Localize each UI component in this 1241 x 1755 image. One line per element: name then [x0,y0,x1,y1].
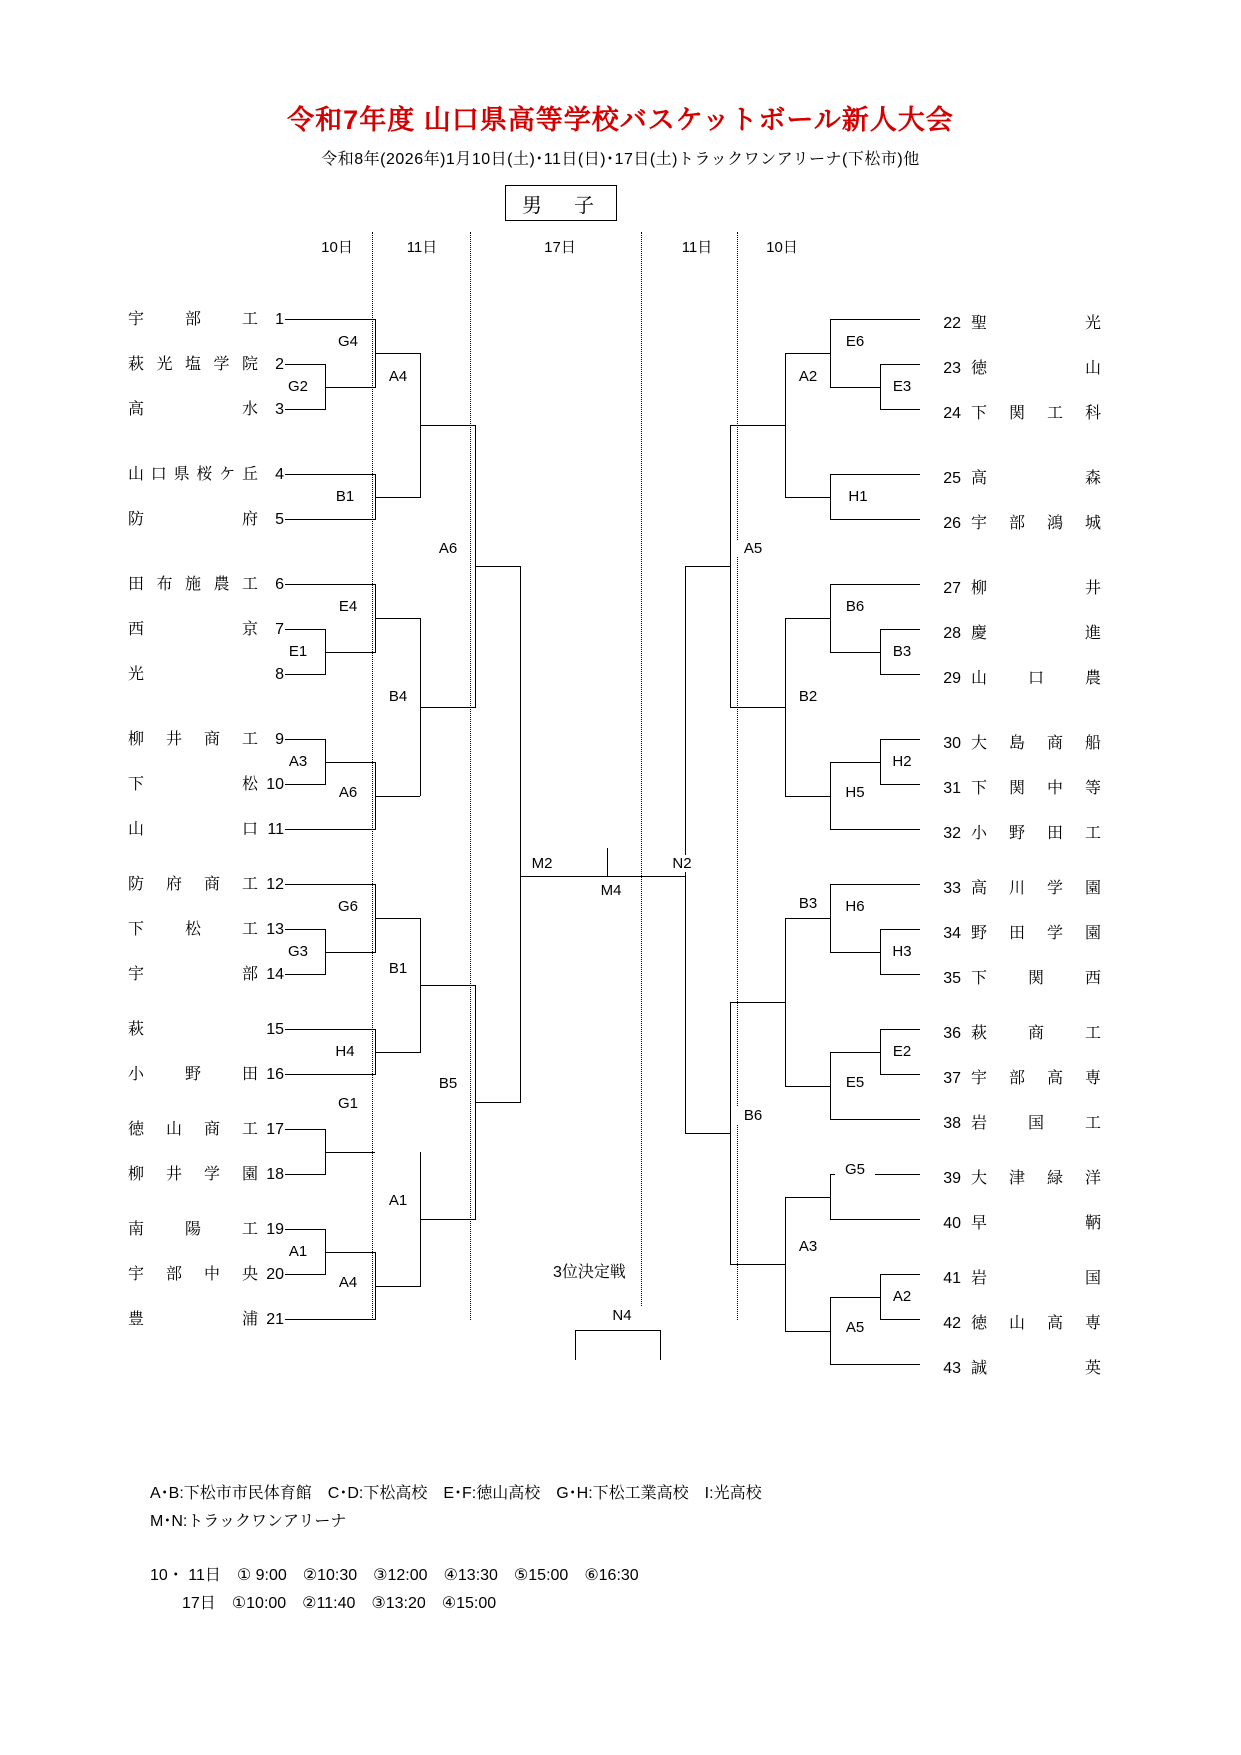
match-code: A3 [788,1238,828,1255]
bracket-line [880,929,881,975]
bracket-line [325,952,375,953]
match-code: A4 [328,1274,368,1291]
bracket-line [880,364,920,365]
bracket-line [285,1074,375,1075]
bracket-line [785,1197,830,1198]
match-code: B6 [835,598,875,615]
bracket-line [325,652,375,653]
list-item: 42 徳山高専 [943,1315,1101,1332]
list-item: 山口 11 [128,821,284,838]
match-code: H5 [835,784,875,801]
bracket-line [830,1297,831,1365]
bracket-line [830,884,920,885]
bracket-line [785,918,786,1086]
bracket-line [285,409,325,410]
bracket-line [575,1330,660,1331]
bracket-line [830,762,880,763]
list-item: 32 小野田工 [943,825,1101,842]
match-code: G5 [835,1161,875,1178]
bracket-line [285,1129,325,1130]
bracket-line [880,1029,920,1030]
list-item: 宇部中央 20 [128,1266,284,1283]
bracket-line [785,353,830,354]
list-item: 39 大津緑洋 [943,1170,1101,1187]
list-item: 25 高森 [943,470,1101,487]
bracket-line [285,319,375,320]
match-code: E3 [882,378,922,395]
match-code: E2 [882,1043,922,1060]
list-item: 小野田 16 [128,1066,284,1083]
bracket-line [830,1174,831,1220]
match-code: A6 [328,784,368,801]
list-item: 萩 15 [128,1021,284,1038]
bracket-line [785,918,830,919]
bracket-line [375,618,420,619]
list-item: 田布施農工 6 [128,576,284,593]
bracket-line [880,1274,920,1275]
list-item: 43 誠英 [943,1360,1101,1377]
list-item: 下松 10 [128,776,284,793]
bracket-line [685,566,730,567]
bracket-line [375,1286,420,1287]
list-item: 西京 7 [128,621,284,638]
bracket-line [785,497,830,498]
bracket-line [420,707,475,708]
bracket-line [785,1086,830,1087]
bracket-line [730,1002,731,1265]
bracket-line [785,618,830,619]
bracket-line [830,1052,880,1053]
list-item: 28 慶進 [943,625,1101,642]
bracket-line [830,762,831,830]
list-item: 宇部 14 [128,966,284,983]
list-item: 41 岩国 [943,1270,1101,1287]
bracket-line [785,353,786,498]
match-code: H1 [838,488,878,505]
bracket-line [785,1197,786,1332]
divider-right-2 [641,232,642,1320]
list-item: 徳山商工 17 [128,1121,284,1138]
bracket-line [325,762,375,763]
list-item: 31 下関中等 [943,780,1101,797]
bracket-line [285,739,325,740]
gender-label: 男 子 [505,185,617,221]
bracket-line [285,829,375,830]
match-code: G6 [328,898,368,915]
bracket-line [830,474,920,475]
day-label-right-2: 11日 [681,239,713,256]
bracket-line [520,566,521,1103]
match-code: A5 [835,1319,875,1336]
match-code: N2 [662,855,702,872]
match-code: E1 [278,643,318,660]
schedule-line-2: 17日 ①10:00 ②11:40 ③13:20 ④15:00 [182,1595,497,1612]
match-code: B1 [325,488,365,505]
page-title: 令和7年度 山口県高等学校バスケットボール新人大会 [287,105,954,135]
list-item: 40 早鞆 [943,1215,1101,1232]
bracket-line [325,1252,375,1253]
list-item: 36 萩商工 [943,1025,1101,1042]
match-code: G4 [328,333,368,350]
bracket-line [475,1102,520,1103]
bracket-line [375,353,420,354]
bracket-line [785,796,830,797]
page-subtitle: 令和8年(2026年)1月10日(土)･11日(日)･17日(土)トラックワンアリーナ(下松市)他 [321,151,920,168]
list-item: 光 8 [128,666,284,683]
list-item: 30 大島商船 [943,735,1101,752]
list-item: 山口県桜ケ丘 4 [128,466,284,483]
bracket-line [880,409,920,410]
match-code: E6 [835,333,875,350]
bracket-line [880,739,881,785]
match-code: A3 [278,753,318,770]
bracket-line [575,1330,576,1360]
match-code: H4 [325,1043,365,1060]
list-item: 下松工 13 [128,921,284,938]
bracket-line [830,1119,920,1120]
match-code: B3 [882,643,922,660]
bracket-line [285,584,375,585]
match-code: B2 [788,688,828,705]
match-code: M4 [587,882,635,899]
match-code: N4 [598,1307,646,1324]
match-code: A6 [428,540,468,557]
match-code: G2 [278,378,318,395]
match-code: A2 [788,368,828,385]
match-code: B4 [378,688,418,705]
bracket-line [830,1052,831,1120]
bracket-line [730,1264,785,1265]
bracket-line [285,974,325,975]
list-item: 27 柳井 [943,580,1101,597]
list-item: 柳井商工 9 [128,731,284,748]
list-item: 防府 5 [128,511,284,528]
bracket-line [285,1029,375,1030]
list-item: 33 高川学園 [943,880,1101,897]
bracket-line [420,425,475,426]
bracket-line [285,1174,325,1175]
bracket-line [880,1274,881,1320]
bracket-line [880,1319,920,1320]
bracket-line [785,618,786,796]
bracket-line [880,1074,920,1075]
bracket-line [285,674,325,675]
match-code: G3 [278,943,318,960]
bracket-line [830,952,880,953]
bracket-line [785,1331,830,1332]
bracket-line [285,364,325,365]
match-code: A1 [278,1243,318,1260]
bracket-line [285,474,375,475]
day-label-left-1: 10日 [321,239,353,256]
bracket-line [880,784,920,785]
bracket-line [880,629,920,630]
bracket-line [325,1152,375,1153]
bracket-line [475,566,520,567]
bracket-line [660,1330,661,1360]
third-place-label: 3位決定戦 [553,1264,626,1281]
match-code: M2 [522,855,562,872]
bracket-line [285,629,325,630]
bracket-line [730,425,731,708]
venue-legend-line-2: M･N:トラックワンアリーナ [150,1513,347,1530]
list-item: 22 聖光 [943,315,1101,332]
match-code: E4 [328,598,368,615]
divider-right-1 [737,232,738,1320]
bracket-line [285,884,375,885]
bracket-line [880,739,920,740]
list-item: 37 宇部高専 [943,1070,1101,1087]
bracket-line [880,974,920,975]
match-code: B3 [788,895,828,912]
bracket-line [880,929,920,930]
list-item: 高水 3 [128,401,284,418]
bracket-line [830,884,831,953]
bracket-line [685,1133,730,1134]
match-code: E5 [835,1074,875,1091]
list-item: 38 岩国工 [943,1115,1101,1132]
match-code: H6 [835,898,875,915]
bracket-line [607,848,608,876]
bracket-line [730,707,785,708]
list-item: 宇部工 1 [128,311,284,328]
bracket-line [375,796,420,797]
list-item: 24 下関工科 [943,405,1101,422]
list-item: 29 山口農 [943,670,1101,687]
bracket-line [830,1297,880,1298]
bracket-line [830,319,920,320]
bracket-line [520,876,585,877]
bracket-line [830,319,831,388]
match-code: B5 [428,1075,468,1092]
list-item: 26 宇部鴻城 [943,515,1101,532]
bracket-line [830,584,831,653]
match-code: H3 [882,943,922,960]
bracket-line [660,876,685,877]
bracket-line [285,1229,325,1230]
bracket-line [585,876,660,877]
bracket-line [375,918,420,919]
list-item: 34 野田学園 [943,925,1101,942]
bracket-line [830,652,880,653]
bracket-line [830,387,880,388]
list-item: 豊浦 21 [128,1311,284,1328]
bracket-line [285,929,325,930]
bracket-line [285,519,375,520]
venue-legend-line-1: A･B:下松市市民体育館 C･D:下松高校 E･F:徳山高校 G･H:下松工業高校 I:光高校 [150,1485,762,1502]
bracket-line [375,1052,420,1053]
match-code: A5 [733,540,773,557]
bracket-line [830,584,920,585]
match-code: A2 [882,1288,922,1305]
list-item: 23 徳山 [943,360,1101,377]
day-label-left-2: 11日 [406,239,438,256]
bracket-line [420,985,475,986]
day-label-right-1: 10日 [766,239,798,256]
list-item: 防府商工 12 [128,876,284,893]
match-code: A4 [378,368,418,385]
bracket-line [880,364,881,410]
bracket-line [420,1219,475,1220]
list-item: 南陽工 19 [128,1221,284,1238]
bracket-line [880,1029,881,1075]
bracket-line [830,519,920,520]
list-item: 柳井学園 18 [128,1166,284,1183]
list-item: 35 下関西 [943,970,1101,987]
match-code: B1 [378,960,418,977]
bracket-line [830,1219,920,1220]
bracket-line [375,497,420,498]
bracket-line [285,784,325,785]
bracket-line [685,566,686,1134]
bracket-line [880,629,881,675]
match-code: A1 [378,1192,418,1209]
divider-left-2 [470,232,471,1320]
bracket-line [830,829,920,830]
match-code: B6 [733,1107,773,1124]
bracket-line [830,474,831,520]
bracket-line [285,1319,375,1320]
bracket-line [830,1364,920,1365]
bracket-line [730,425,785,426]
bracket-line [730,1002,785,1003]
divider-left-1 [372,232,373,1320]
match-code: G1 [328,1095,368,1112]
list-item: 萩光塩学院 2 [128,356,284,373]
bracket-line [285,1274,325,1275]
schedule-line-1: 10・ 11日 ① 9:00 ②10:30 ③12:00 ④13:30 ⑤15:00 ⑥16:30 [150,1567,639,1584]
day-label-center: 17日 [544,239,576,256]
bracket-line [325,387,375,388]
match-code: H2 [882,753,922,770]
bracket-line [880,674,920,675]
